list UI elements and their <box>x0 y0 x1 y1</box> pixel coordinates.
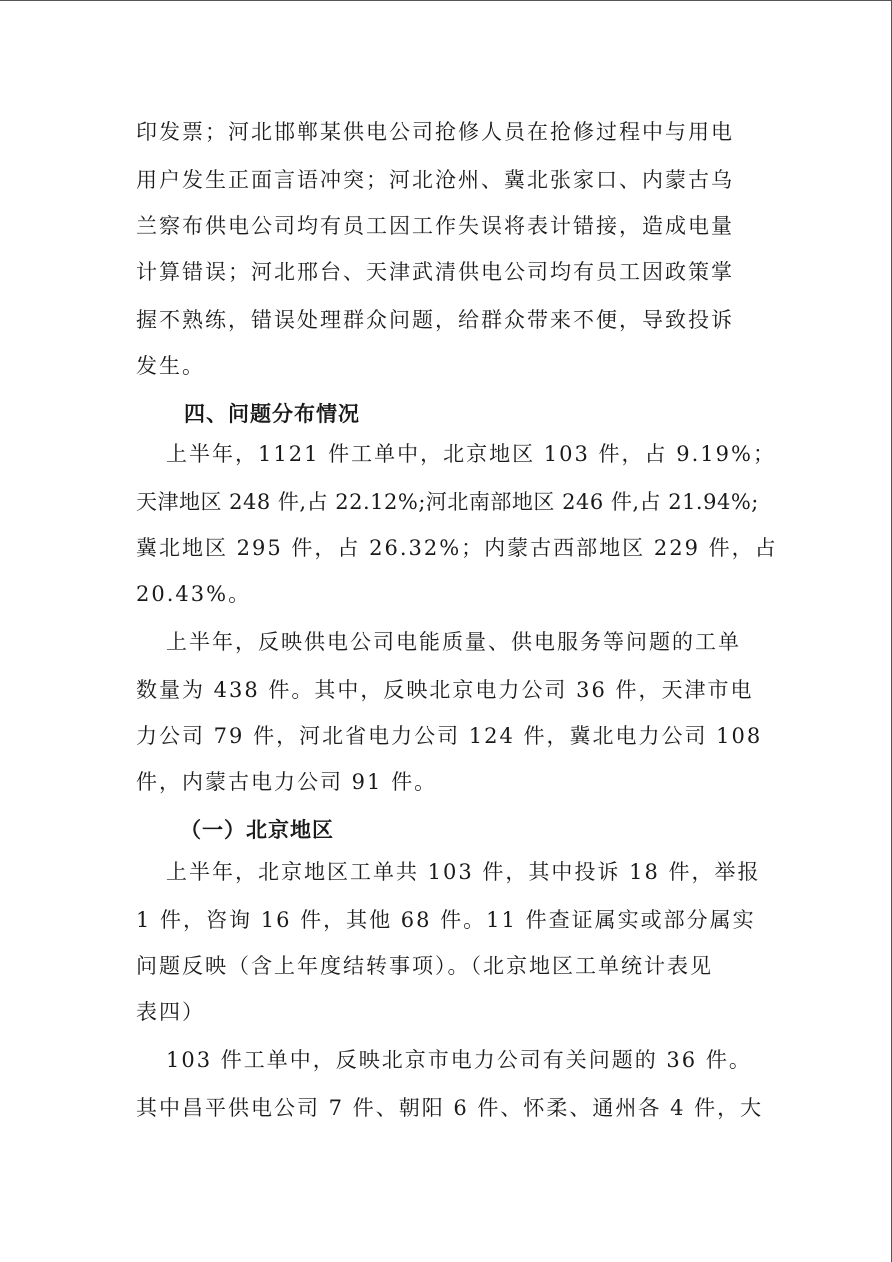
text-line: 问题反映（含上年度结转事项）。（北京地区工单统计表见 <box>136 954 713 978</box>
text-line: 上半年，北京地区工单共 103 件，其中投诉 18 件，举报 <box>166 860 761 884</box>
text-line: 20.43%。 <box>136 582 252 606</box>
text-line: 数量为 438 件。其中，反映北京电力公司 36 件，天津市电 <box>136 678 754 702</box>
text-line: 冀北地区 295 件，占 26.32%；内蒙古西部地区 229 件，占 <box>136 536 778 560</box>
text-line: 用户发生正面言语冲突；河北沧州、冀北张家口、内蒙古乌 <box>136 168 734 192</box>
text-line: 印发票；河北邯郸某供电公司抢修人员在抢修过程中与用电 <box>136 120 734 144</box>
text-line: 上半年，1121 件工单中，北京地区 103 件，占 9.19%； <box>166 442 776 466</box>
text-line: 上半年，反映供电公司电能质量、供电服务等问题的工单 <box>166 630 741 654</box>
text-line: 表四） <box>136 1000 205 1024</box>
text-line: 天津地区 248 件,占 22.12%;河北南部地区 246 件,占 21.94%; <box>136 490 759 514</box>
section-heading: 四、问题分布情况 <box>184 402 360 426</box>
text-line: 103 件工单中，反映北京市电力公司有关问题的 36 件。 <box>166 1048 752 1072</box>
text-line: 其中昌平供电公司 7 件、朝阳 6 件、怀柔、通州各 4 件，大 <box>136 1096 764 1120</box>
text-line: 1 件，咨询 16 件，其他 68 件。11 件查证属实或部分属实 <box>136 908 756 932</box>
text-line: 握不熟练，错误处理群众问题，给群众带来不便，导致投诉 <box>136 308 734 332</box>
text-line: 件，内蒙古电力公司 91 件。 <box>136 770 438 794</box>
text-line: 兰察布供电公司均有员工因工作失误将表计错接，造成电量 <box>136 214 734 238</box>
text-line: 发生。 <box>136 354 205 378</box>
text-line: 力公司 79 件，河北省电力公司 124 件，冀北电力公司 108 <box>136 724 763 748</box>
text-line: 计算错误；河北邢台、天津武清供电公司均有员工因政策掌 <box>136 260 734 284</box>
subsection-heading: （一）北京地区 <box>180 818 334 842</box>
